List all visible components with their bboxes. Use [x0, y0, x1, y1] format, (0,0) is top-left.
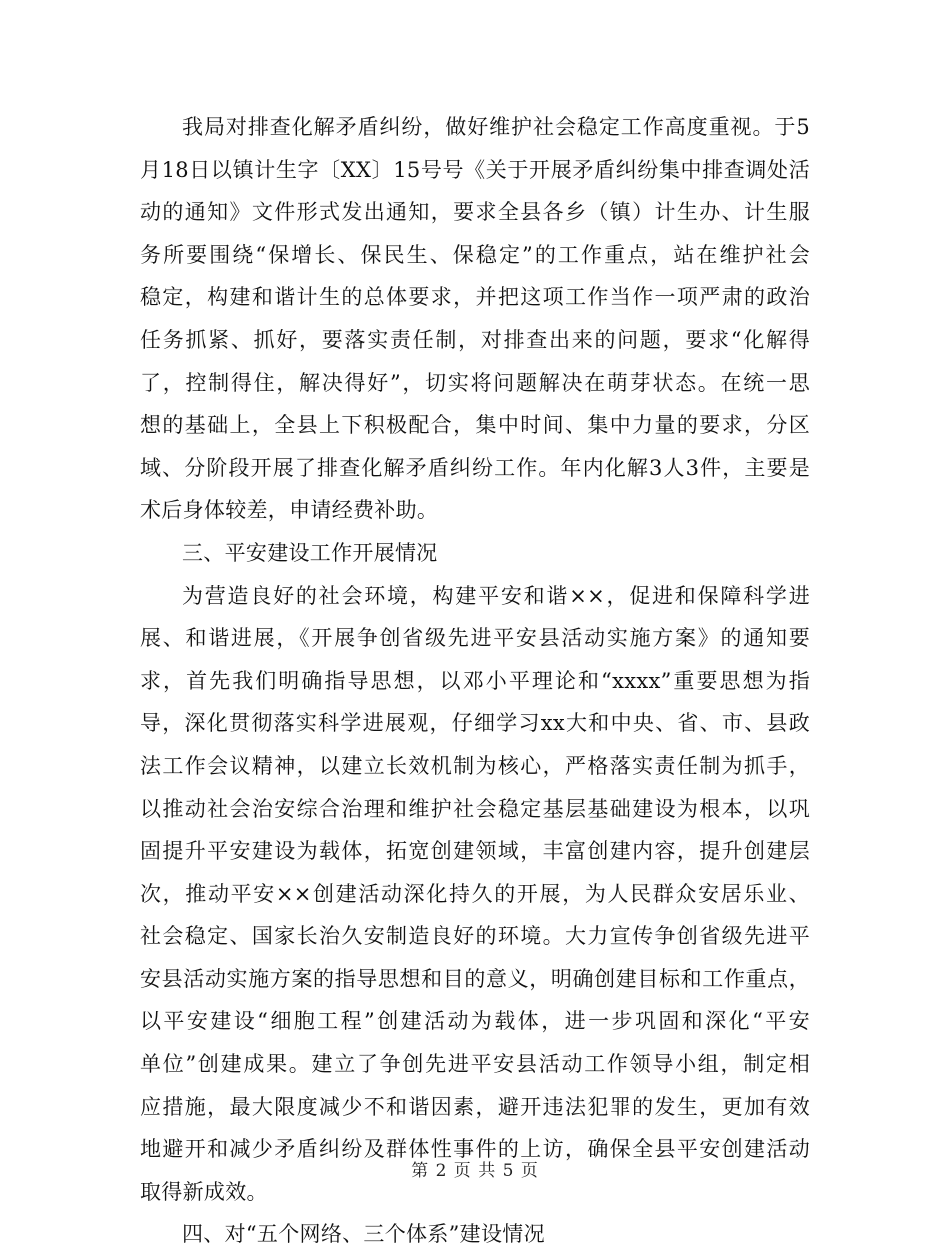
paragraph-line: 导，深化贯彻落实科学进展观，仔细学习xx大和中央、省、市、县政 [140, 711, 810, 736]
paragraph-line: 术后身体较差，申请经费补助。 [140, 498, 439, 523]
paragraph-line: 想的基础上，全县上下积极配合，集中时间、集中力量的要求，分区 [140, 413, 810, 438]
paragraph-line: 社会稳定、国家长治久安制造良好的环境。大力宣传争创省级先进平 [140, 924, 810, 949]
paragraph-line: 域、分阶段开展了排查化解矛盾纠纷工作。年内化解3人3件，主要是 [140, 455, 810, 480]
paragraph-line: 取得新成效。 [140, 1179, 268, 1204]
paragraph-line: 应措施，最大限度减少不和谐因素，避开违法犯罪的发生，更加有效 [140, 1094, 810, 1119]
paragraph-line: 月18日以镇计生字〔XX〕15号号《关于开展矛盾纠纷集中排查调处活 [140, 157, 810, 182]
document-body [140, 106, 810, 1256]
section-heading: 三、平安建设工作开展情况 [182, 540, 438, 565]
paragraph-line: 展、和谐进展，《开展争创省级先进平安县活动实施方案》的通知要 [140, 626, 810, 651]
paragraph-line: 单位”创建成果。建立了争创先进平安县活动工作领导小组，制定相 [140, 1052, 810, 1077]
paragraph-line: 地避开和减少矛盾纠纷及群体性事件的上访，确保全县平安创建活动 [140, 1137, 810, 1162]
paragraph-line: 动的通知》文件形式发出通知，要求全县各乡（镇）计生办、计生服 [140, 200, 810, 225]
paragraph-line: 次，推动平安××创建活动深化持久的开展，为人民群众安居乐业、 [140, 881, 810, 906]
paragraph-line: 法工作会议精神，以建立长效机制为核心，严格落实责任制为抓手， [140, 753, 810, 778]
paragraph-line: 我局对排查化解矛盾纠纷，做好维护社会稳定工作高度重视。于5 [182, 115, 810, 139]
section-heading: 四、对“五个网络、三个体系”建设情况 [182, 1222, 545, 1247]
paragraph-line: 了，控制得住，解决得好”，切实将问题解决在萌芽状态。在统一思 [140, 370, 810, 395]
paragraph-line: 安县活动实施方案的指导思想和目的意义，明确创建目标和工作重点， [140, 966, 810, 991]
page-number-footer: 第 2 页 共 5 页 [411, 1161, 539, 1181]
paragraph-line: 为营造良好的社会环境，构建平安和谐××，促进和保障科学进 [182, 583, 810, 608]
paragraph-line: 固提升平安建设为载体，拓宽创建领域，丰富创建内容，提升创建层 [140, 839, 810, 864]
paragraph-line: 求，首先我们明确指导思想，以邓小平理论和“xxxx”重要思想为指 [140, 668, 810, 693]
paragraph-line: 以平安建设“细胞工程”创建活动为载体，进一步巩固和深化“平安 [140, 1009, 810, 1034]
paragraph-line: 任务抓紧、抓好，要落实责任制，对排查出来的问题，要求“化解得 [140, 327, 810, 352]
paragraph-line: 以推动社会治安综合治理和维护社会稳定基层基础建设为根本，以巩 [140, 796, 810, 821]
paragraph-line: 务所要围绕“保增长、保民生、保稳定”的工作重点，站在维护社会 [140, 242, 810, 267]
paragraph-line: 稳定，构建和谐计生的总体要求，并把这项工作当作一项严肃的政治 [140, 285, 810, 310]
